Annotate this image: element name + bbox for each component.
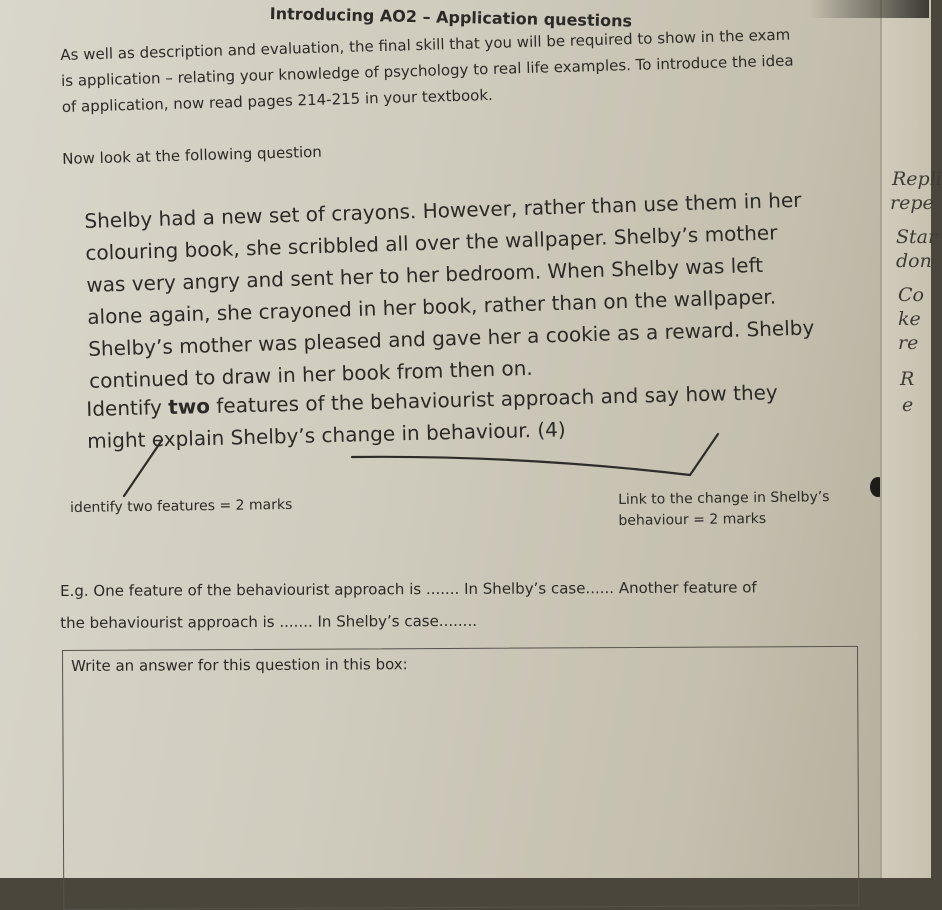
example-line-2: the behaviourist approach is ....... In Shelby’s case........: [60, 611, 478, 632]
facing-page-fragment: ke: [898, 308, 921, 330]
answer-input[interactable]: [69, 679, 852, 903]
question-prompt: Now look at the following question: [62, 142, 323, 168]
question-emphasis: two: [167, 393, 211, 419]
facing-page-fragment: Star: [896, 226, 938, 248]
answer-box-label: Write an answer for this question in this box:: [71, 655, 408, 675]
page-title: Introducing AO2 – Application questions: [269, 4, 633, 31]
facing-page-fragment: e: [902, 394, 914, 416]
marks-identify: identify two features = 2 marks: [70, 496, 293, 516]
answer-box: [62, 646, 859, 910]
facing-page-fragment: don: [896, 250, 932, 272]
intro-paragraph: As well as description and evaluation, the final skill that you will be required to show in the exam is application – relating your knowledge of psychology to real life examples. To introduce the idea of application, now read pages 214-215 in your textbook.: [60, 25, 794, 116]
question-text-end: features of the behaviourist approach and say how they might explain Shelby’s change in behaviour. (4): [86, 380, 779, 453]
facing-page-fragment: Co: [898, 284, 924, 306]
facing-page-fragment: re: [898, 332, 919, 354]
scenario-paragraph: Shelby had a new set of crayons. However, rather than use them in her colouring book, she scribbled all over the wallpaper. Shelby’s mother was very angry and sent her to her bedroom. When Shelby was left alone again, she crayoned in her book, rather than on the wallpaper. Shelby’s mother was pleased and gave her a cookie as a reward. Shelby continued to draw in her book from then on.: [84, 187, 815, 393]
facing-page-fragment: R: [900, 368, 915, 390]
facing-page-fragment: repe: [890, 192, 934, 214]
question-text-start: Identify: [86, 394, 169, 421]
example-sentence: [60, 571, 860, 639]
example-line-1: E.g. One feature of the behaviourist approach is ....... In Shelby’s case...... Another feature of: [60, 578, 757, 600]
facing-page: [880, 0, 942, 878]
underline-stroke: [352, 457, 690, 475]
marks-link: Link to the change in Shelby’s behaviour = 2 marks: [618, 489, 830, 529]
page-edge-shadow: [809, 0, 929, 18]
facing-page-fragment: Repli: [892, 168, 942, 190]
